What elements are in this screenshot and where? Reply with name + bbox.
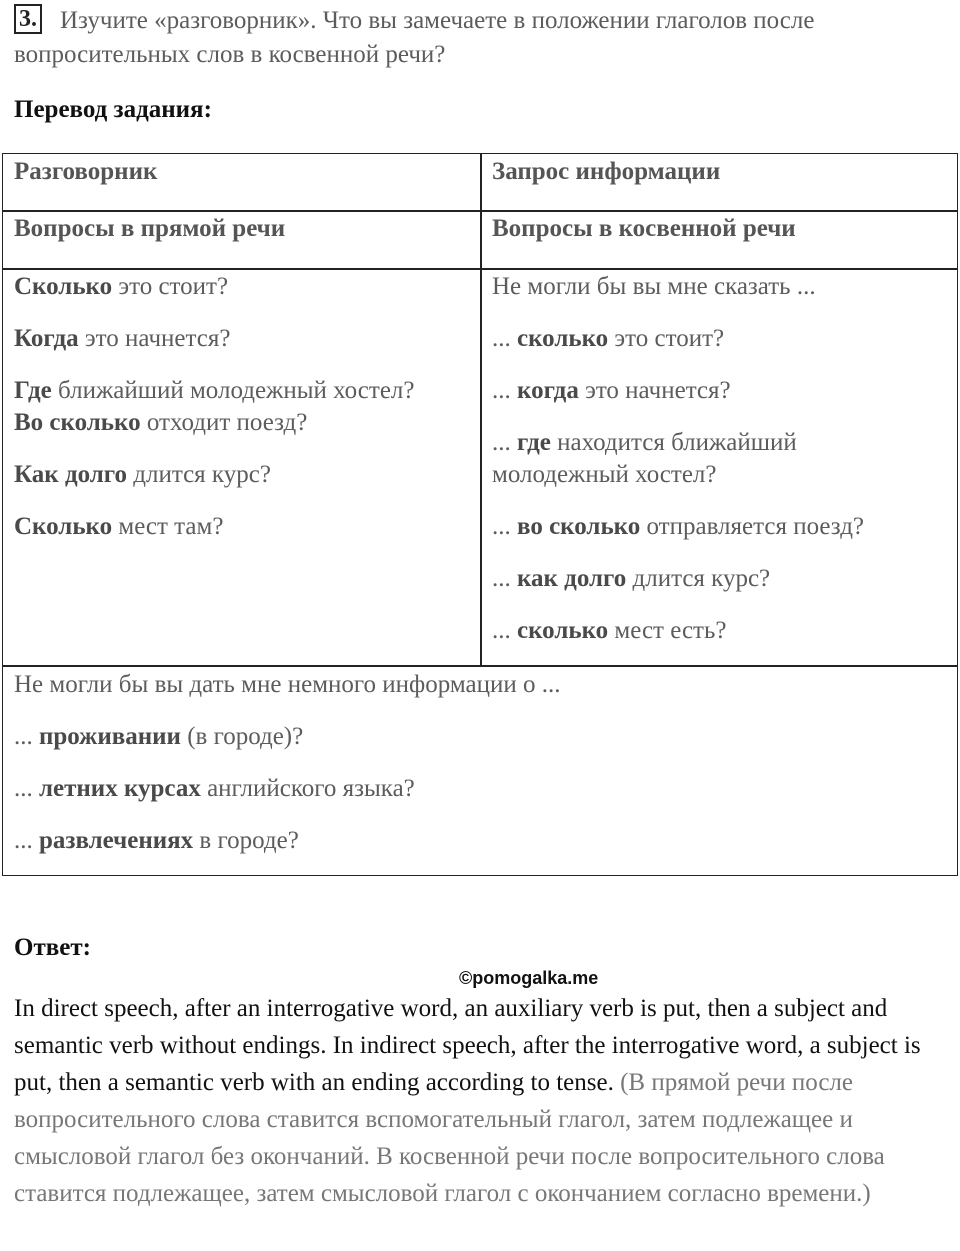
col1-header: Разговорник [14,158,158,185]
indirect-question: ... где находится ближайший [492,429,797,456]
answer-russian: (В прямой речи после вопросительного слова ставится вспомогательный глагол, затем подлежащее и смысловой глагол без окончаний. В косвенной речи после вопросительного слова ставится подлежащее, затем смысловой глагол с окончанием согласно времени.) [14,1069,885,1207]
translation-heading: Перевод задания: [14,96,212,123]
phrasebook-table [2,153,958,876]
col2-header: Запрос информации [492,158,721,185]
info-request-intro: Не могли бы вы дать мне немного информации о ... [14,671,561,698]
info-request-item: ... проживании (в городе)? [14,723,304,750]
info-request-item: ... летних курсах английского языка? [14,775,415,802]
task-text: Изучите «разговорник». Что вы замечаете в положении глаголов после вопросительных слов в косвенной речи? [14,7,815,68]
indirect-question: ... когда это начнется? [492,377,731,404]
direct-question: Когда это начнется? [14,325,231,352]
table-column-divider [480,154,482,666]
indirect-question: ... во сколько отправляется поезд? [492,513,865,540]
indirect-question: молодежный хостел? [492,461,717,488]
answer-heading: Ответ: [14,934,91,961]
answer-text [14,990,950,1212]
indirect-question: ... как долго длится курс? [492,565,771,592]
col2-subheader: Вопросы в косвенной речи [492,215,796,242]
direct-question: Где ближайший молодежный хостел? [14,377,415,404]
answer-english: In direct speech, after an interrogative word, an auxiliary verb is put, then a subject and semantic verb without endings. In indirect speech, after the interrogative word, a subject is put, then a semantic verb with an ending according to tense. [14,995,921,1096]
direct-question: Сколько мест там? [14,513,224,540]
indirect-question: ... сколько это стоит? [492,325,725,352]
task-number: 3. [14,4,42,34]
task-statement [14,4,944,72]
col1-subheader: Вопросы в прямой речи [14,215,286,242]
indirect-intro: Не могли бы вы мне сказать ... [492,273,816,300]
indirect-question: ... сколько мест есть? [492,617,727,644]
direct-question: Во сколько отходит поезд? [14,409,308,436]
direct-question: Сколько это стоит? [14,273,229,300]
info-request-item: ... развлечениях в городе? [14,827,299,854]
watermark: ©pomogalka.me [459,968,599,988]
direct-question: Как долго длится курс? [14,461,271,488]
